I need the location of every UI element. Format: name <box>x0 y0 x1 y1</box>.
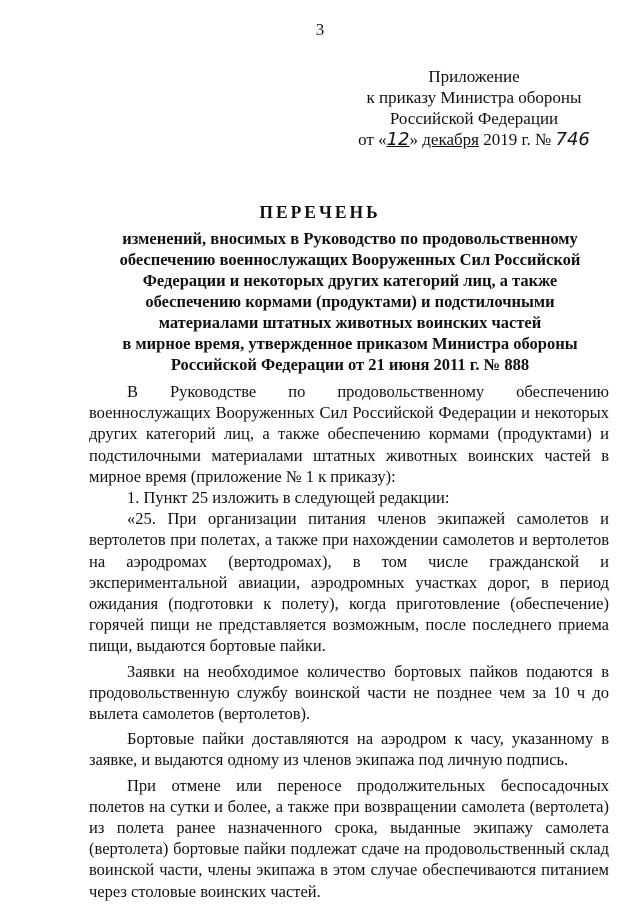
appendix-header <box>343 66 605 150</box>
appendix-line-2: к приказу Министра обороны <box>366 88 582 107</box>
subtitle-line: Федерации и некоторых других категорий лиц, а также <box>142 271 558 290</box>
date-mid: » <box>409 130 423 149</box>
appendix-line-1: Приложение <box>428 67 520 86</box>
document-body <box>89 381 609 902</box>
body-paragraph: 1. Пункт 25 изложить в следующей редакции: <box>127 488 450 508</box>
date-month: декабря <box>422 130 479 149</box>
subtitle-line: Российской Федерации от 21 июня 2011 г. № 888 <box>170 355 530 374</box>
body-paragraph: В Руководстве по продовольственному обеспечению военнослужащих Вооруженных Сил Российской Федерации и некоторых других категорий лиц, а также обеспечению кормами (продуктами) и подстилочными материалами штатных животных воинских частей в мирное время (приложение № 1 к приказу): <box>89 382 609 486</box>
appendix-date-line <box>343 129 605 150</box>
appendix-line-3: Российской Федерации <box>389 109 559 128</box>
subtitle-line: изменений, вносимых в Руководство по продовольственному <box>122 229 578 248</box>
subtitle-line: обеспечению кормами (продуктами) и подстилочными <box>145 292 555 311</box>
body-paragraph: «25. При организации питания членов экипажей самолетов и вертолетов при полетах, а также при нахождении самолетов и вертолетов на аэродромах (вертодромах), в том числе гражданской и экспериментальной авиации, аэродромных участках дорог, в период ожидания (подготовки к полету), когда приготовление (обеспечение) горячей пищи не представляется возможным, после последнего приема пищи, выдаются бортовые пайки. <box>89 509 609 656</box>
handwritten-day: 12 <box>386 129 410 150</box>
subtitle-line: обеспечению военнослужащих Вооруженных Сил Российской <box>119 250 581 269</box>
date-prefix: от « <box>358 130 387 149</box>
subtitle-line: в мирное время, утвержденное приказом Министра обороны <box>122 334 578 353</box>
body-paragraph: При отмене или переносе продолжительных беспосадочных полетов на сутки и более, а также при возвращении самолета (вертолета) из полета ранее назначенного срока, выданные экипажу самолета (вертолета) бортовые пайки подлежат сдаче на продовольственный склад воинской части, члены экипажа в этом случае обеспечиваются питанием через столовые воинских частей. <box>89 775 609 901</box>
handwritten-order-number: 746 <box>555 129 590 150</box>
body-paragraph: Заявки на необходимое количество бортовых пайков подаются в продовольственную службу воинской части не позднее чем за 10 ч до вылета самолетов (вертолетов). <box>89 661 609 724</box>
subtitle-line: материалами штатных животных воинских частей <box>158 313 542 332</box>
page-number: 3 <box>315 20 325 39</box>
document-title: ПЕРЕЧЕНЬ <box>259 202 381 222</box>
date-year: 2019 г. № <box>478 130 556 149</box>
body-paragraph: Бортовые пайки доставляются на аэродром к часу, указанному в заявке, и выдаются одному из членов экипажа под личную подпись. <box>89 729 609 770</box>
document-subtitle <box>90 228 610 375</box>
